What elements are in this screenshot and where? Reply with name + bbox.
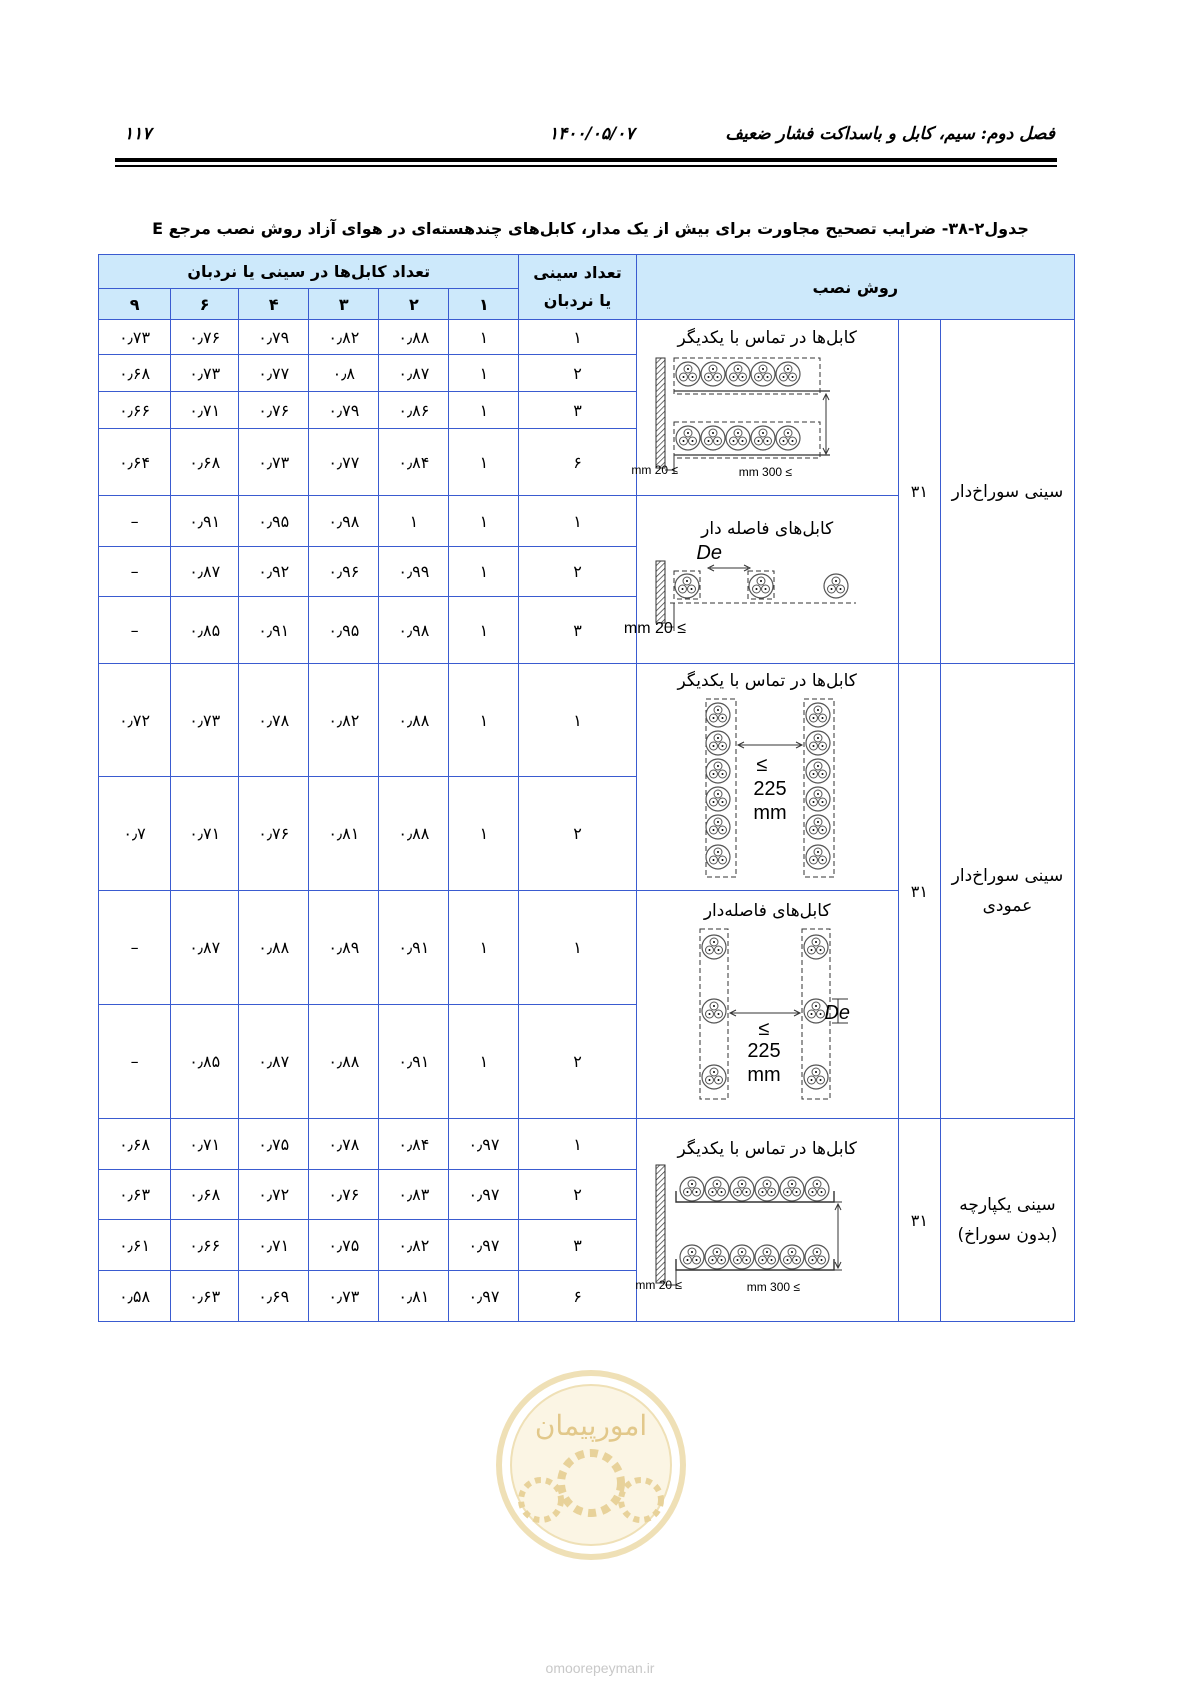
header-method: روش نصب	[636, 255, 1074, 320]
method-label	[940, 664, 1074, 1119]
value-cell: ۱	[449, 355, 519, 392]
touching-cables-solid-tray-figure	[635, 1161, 882, 1301]
value-cell: ۰٫۸۶	[379, 392, 449, 429]
value-cell: ۰٫۶۳	[171, 1271, 239, 1322]
method-label	[940, 320, 1074, 664]
method-text-line1: سینی یکپارچه	[959, 1195, 1056, 1215]
figure-label: De	[696, 541, 723, 564]
trays-cell: ۱	[519, 496, 636, 547]
watermark-logo	[496, 1365, 696, 1635]
value-cell: ۱	[449, 664, 519, 777]
value-cell: –	[99, 496, 171, 547]
trays-cell: ۲	[519, 355, 636, 392]
figure-cell	[631, 320, 898, 496]
value-cell: ۰٫۷۹	[309, 392, 379, 429]
value-cell: ۰٫۷۸	[239, 664, 309, 777]
reference-number: ۳۱	[898, 664, 940, 1119]
value-cell: ۰٫۷۷	[309, 429, 379, 496]
trays-cell: ۱	[519, 664, 636, 777]
value-cell: ۰٫۷۶	[239, 392, 309, 429]
value-cell: ۰٫۸۸	[239, 891, 309, 1005]
value-cell: ۰٫۷۳	[309, 1271, 379, 1322]
value-cell: ۰٫۸۱	[379, 1271, 449, 1322]
value-cell: ۰٫۹۱	[379, 1005, 449, 1119]
header-rule-thin	[115, 165, 1057, 167]
figure-title: کابل‌ها در تماس با یکدیگر	[677, 328, 857, 348]
header-trays-line2: یا نردبان	[543, 291, 612, 310]
trays-cell: ۳	[519, 392, 636, 429]
trays-cell: ۳	[519, 597, 636, 664]
value-cell: ۱	[449, 597, 519, 664]
method-label	[940, 1119, 1074, 1322]
value-cell: ۰٫۸۴	[379, 1119, 449, 1170]
figure-label: ≥	[758, 1018, 770, 1040]
touching-cables-horizontal-figure	[631, 350, 882, 485]
figure-label: 225	[747, 1040, 781, 1062]
value-cell: ۱	[449, 320, 519, 355]
value-cell: ۰٫۸۸	[379, 320, 449, 355]
value-cell: ۰٫۸۸	[379, 777, 449, 891]
value-cell: ۰٫۹۶	[309, 547, 379, 597]
figure-cell	[636, 1119, 898, 1322]
value-cell: ۰٫۶۸	[171, 1170, 239, 1220]
value-cell: –	[99, 597, 171, 664]
value-cell: ۰٫۹۷	[449, 1119, 519, 1170]
header-cables-4: ۴	[239, 289, 309, 320]
method-text-line2: (بدون سوراخ)	[957, 1225, 1058, 1245]
figure-title: کابل‌های فاصله دار	[701, 518, 834, 539]
value-cell: ۰٫۸۲	[309, 320, 379, 355]
value-cell: ۰٫۸۹	[309, 891, 379, 1005]
value-cell: ۰٫۶۱	[99, 1220, 171, 1271]
value-cell: ۰٫۷۱	[239, 1220, 309, 1271]
header-trays	[519, 255, 636, 320]
trays-cell: ۲	[519, 1170, 636, 1220]
value-cell: ۰٫۸۲	[379, 1220, 449, 1271]
value-cell: ۱	[379, 496, 449, 547]
value-cell: ۰٫۷۶	[239, 777, 309, 891]
value-cell: ۰٫۵۸	[99, 1271, 171, 1322]
value-cell: ۰٫۹۷	[449, 1271, 519, 1322]
value-cell: ۰٫۷۵	[309, 1220, 379, 1271]
value-cell: ۰٫۸۷	[171, 891, 239, 1005]
value-cell: ۰٫۷۲	[99, 664, 171, 777]
trays-cell: ۶	[519, 1271, 636, 1322]
header-date: ۱۴۰۰/۰۵/۰۷	[549, 124, 635, 144]
value-cell: ۰٫۹۹	[379, 547, 449, 597]
reference-number: ۳۱	[898, 320, 940, 664]
trays-cell: ۱	[519, 891, 636, 1005]
value-cell: ۰٫۹۷	[449, 1220, 519, 1271]
trays-cell: ۲	[519, 777, 636, 891]
value-cell: ۰٫۹۸	[309, 496, 379, 547]
spaced-cables-horizontal-figure	[624, 541, 882, 641]
value-cell: ۰٫۹۵	[309, 597, 379, 664]
page-header	[0, 124, 1191, 148]
value-cell: ۰٫۶۸	[99, 355, 171, 392]
value-cell: ۰٫۷۱	[171, 1119, 239, 1170]
figure-cell	[636, 664, 898, 891]
value-cell: ۰٫۸۳	[379, 1170, 449, 1220]
value-cell: ۰٫۹۸	[379, 597, 449, 664]
value-cell: ۰٫۷۳	[99, 320, 171, 355]
value-cell: –	[99, 1005, 171, 1119]
value-cell: ۰٫۸۵	[171, 1005, 239, 1119]
trays-cell: ۳	[519, 1220, 636, 1271]
value-cell: ۰٫۸۱	[309, 777, 379, 891]
value-cell: ۰٫۸۴	[379, 429, 449, 496]
value-cell: ۰٫۷۱	[171, 392, 239, 429]
value-cell: ۰٫۸۲	[309, 664, 379, 777]
figure-title: کابل‌ها در تماس با یکدیگر	[677, 671, 857, 691]
value-cell: ۰٫۶۴	[99, 429, 171, 496]
method-text-line1: سینی سوراخ‌دار	[951, 866, 1064, 886]
figure-label: De	[824, 1002, 851, 1024]
value-cell: ۱	[449, 1005, 519, 1119]
value-cell: ۰٫۹۱	[239, 597, 309, 664]
figure-label: ≥ 300 mm	[746, 1280, 801, 1294]
figure-label: mm	[753, 802, 787, 824]
value-cell: ۱	[449, 891, 519, 1005]
chapter-title: فصل دوم: سیم، کابل و باسداکت فشار ضعیف	[725, 124, 1055, 144]
watermark-url: omoorepeyman.ir	[545, 1660, 655, 1676]
header-trays-line1: تعداد سینی	[533, 263, 622, 282]
table-row	[99, 664, 1075, 777]
value-cell: ۱	[449, 496, 519, 547]
trays-cell: ۱	[519, 1119, 636, 1170]
header-cables-3: ۳	[309, 289, 379, 320]
value-cell: ۰٫۹۱	[379, 891, 449, 1005]
table-row	[99, 320, 1075, 355]
value-cell: ۰٫۶۶	[99, 392, 171, 429]
figure-cell	[624, 496, 898, 664]
value-cell: ۰٫۷۳	[171, 664, 239, 777]
figure-label: 225	[753, 778, 787, 800]
value-cell: ۰٫۶۸	[171, 429, 239, 496]
touching-cables-vertical-figure	[652, 693, 882, 883]
figure-label: mm	[747, 1064, 781, 1086]
figure-title: کابل‌ها در تماس با یکدیگر	[677, 1139, 857, 1159]
header-rule-thick	[115, 158, 1057, 162]
value-cell: ۰٫۹۵	[239, 496, 309, 547]
value-cell: ۰٫۸۵	[171, 597, 239, 664]
value-cell: ۰٫۹۱	[171, 496, 239, 547]
method-text-line2: عمودی	[982, 896, 1033, 916]
watermark-logo-text: امورپیمان	[534, 1410, 648, 1441]
figure-label: ≥ 20 mm	[635, 1278, 683, 1292]
page-number: ۱۱۷	[124, 124, 152, 144]
value-cell: ۰٫۷۶	[309, 1170, 379, 1220]
figure-label: ≥ 20 mm	[624, 619, 687, 637]
value-cell: ۰٫۷۳	[239, 429, 309, 496]
value-cell: ۰٫۶۹	[239, 1271, 309, 1322]
value-cell: ۰٫۷۳	[171, 355, 239, 392]
trays-cell: ۶	[519, 429, 636, 496]
value-cell: ۰٫۸۸	[309, 1005, 379, 1119]
figure-cell	[636, 891, 898, 1119]
value-cell: ۱	[449, 392, 519, 429]
value-cell: ۰٫۸	[309, 355, 379, 392]
value-cell: ۰٫۷۶	[171, 320, 239, 355]
header-cables-1: ۱	[449, 289, 519, 320]
table-caption: جدول۲-۳۸- ضرایب تصحیح مجاورت برای بیش از یک مدار، کابل‌های چندهسته‌ای در هوای آزاد روش نصب مرجع E	[152, 219, 1029, 238]
trays-cell: ۱	[519, 320, 636, 355]
value-cell: ۰٫۶۶	[171, 1220, 239, 1271]
value-cell: ۰٫۷۵	[239, 1119, 309, 1170]
header-cable-count-group: تعداد کابل‌ها در سینی یا نردبان	[99, 255, 519, 289]
value-cell: ۱	[449, 547, 519, 597]
value-cell: ۰٫۷۲	[239, 1170, 309, 1220]
value-cell: ۰٫۶۸	[99, 1119, 171, 1170]
trays-cell: ۲	[519, 1005, 636, 1119]
value-cell: ۰٫۷۹	[239, 320, 309, 355]
value-cell: –	[99, 547, 171, 597]
value-cell: ۱	[449, 429, 519, 496]
header-cables-2: ۲	[379, 289, 449, 320]
value-cell: ۰٫۸۷	[171, 547, 239, 597]
value-cell: ۰٫۸۷	[379, 355, 449, 392]
value-cell: ۰٫۷	[99, 777, 171, 891]
value-cell: ۱	[449, 777, 519, 891]
table-row	[99, 1119, 1075, 1170]
value-cell: ۰٫۷۱	[171, 777, 239, 891]
value-cell: ۰٫۹۲	[239, 547, 309, 597]
figure-label: ≥ 20 mm	[631, 463, 679, 477]
trays-cell: ۲	[519, 547, 636, 597]
value-cell: ۰٫۹۷	[449, 1170, 519, 1220]
figure-label: ≥ 300 mm	[738, 465, 793, 479]
value-cell: –	[99, 891, 171, 1005]
value-cell: ۰٫۷۷	[239, 355, 309, 392]
spaced-cables-vertical-figure	[652, 923, 882, 1108]
value-cell: ۰٫۸۸	[379, 664, 449, 777]
value-cell: ۰٫۷۸	[309, 1119, 379, 1170]
header-cables-9: ۹	[99, 289, 171, 320]
header-cables-6: ۶	[171, 289, 239, 320]
reference-number: ۳۱	[898, 1119, 940, 1322]
correction-factor-table	[98, 254, 1075, 1322]
value-cell: ۰٫۸۷	[239, 1005, 309, 1119]
figure-title: کابل‌های فاصله‌دار	[703, 901, 831, 921]
method-text: سینی سوراخ‌دار	[951, 481, 1064, 502]
value-cell: ۰٫۶۳	[99, 1170, 171, 1220]
figure-label: ≥	[756, 754, 768, 776]
